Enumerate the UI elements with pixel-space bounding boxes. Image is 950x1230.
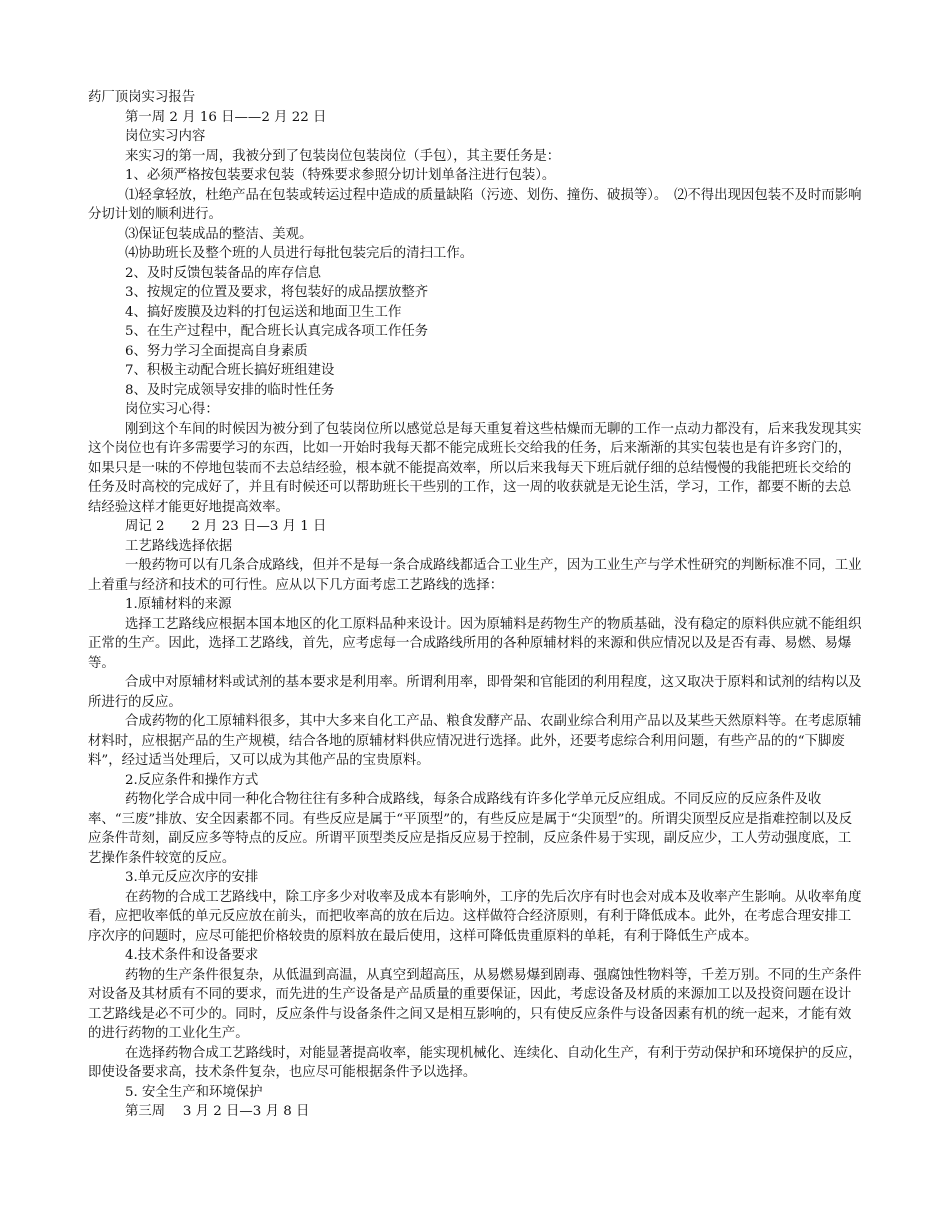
task-item-4: 4、搞好废膜及边料的打包运送和地面卫生工作 <box>125 304 402 320</box>
route-paragraph: 一般药物可以有几条合成路线，但并不是每一条合成路线都适合工业生产，因为工业生产与学术性研究的判断标准不同，工业上着重与经济和技术的可行性。应从以下几方面考虑工艺路线的选择： <box>88 558 862 593</box>
materials-paragraph-2: 合成中对原辅材料或试剂的基本要求是利用率。所谓利用率，即骨架和官能团的利用程度，这又取决于原料和试剂的结构以及所进行的反应。 <box>88 675 862 710</box>
task-item-2: 2、及时反馈包装备品的库存信息 <box>125 265 321 281</box>
sub-item-4: ⑷协助班长及整个班的人员进行每批包装完后的清扫工作。 <box>125 246 474 261</box>
subheading-safety: 5. 安全生产和环境保护 <box>125 1084 263 1100</box>
task-item-5: 5、在生产过程中，配合班长认真完成各项工作任务 <box>125 324 429 339</box>
week2-header: 周记 2 2 月 23 日—3 月 1 日 <box>125 519 327 534</box>
intro-text: 来实习的第一周，我被分到了包装岗位包装岗位（手包），其主要任务是： <box>125 148 561 164</box>
materials-paragraph-1: 选择工艺路线应根据本国本地区的化工原料品种来设计。因为原辅料是药物生产的物质基础，没有稳定的原料供应就不能组织正常的生产。因此，选择工艺路线，首先，应考虑每一合成路线所用的各种原辅材料的来源和供应情况以及是否有毒、易燃、易爆等。 <box>88 616 862 671</box>
subheading-conditions: 2.反应条件和操作方式 <box>125 772 259 788</box>
section-heading-content: 岗位实习内容 <box>125 129 206 144</box>
week1-header: 第一周 2 月 16 日——2 月 22 日 <box>125 109 327 125</box>
document-title: 药厂顶岗实习报告 <box>88 90 196 105</box>
subheading-materials: 1.原辅材料的来源 <box>125 597 232 612</box>
section-heading-insight: 岗位实习心得： <box>125 402 219 417</box>
subheading-equipment: 4.技术条件和设备要求 <box>125 948 259 963</box>
task-item-3: 3、按规定的位置及要求，将包装好的成品摆放整齐 <box>125 285 429 300</box>
task-item-6: 6、努力学习全面提高自身素质 <box>125 343 308 359</box>
section-heading-route: 工艺路线选择依据 <box>125 538 233 554</box>
conditions-paragraph: 药物化学合成中同一种化合物往往有多种合成路线，每条合成路线有许多化学单元反应组成。不同反应的反应条件及收率、“三废”排放、安全因素都不同。有些反应是属于“平顶型”的，有些反应是属于“尖顶型”的。所谓尖顶型反应是指难控制以及反应条件苛刻，副反应多等特点的反应。所谓平顶型类反应是指反应易于控制，反应条件易于实现，副反应少，工人劳动强度底，工艺操作条件较宽的反应。 <box>88 792 853 866</box>
week3-header: 第三周 3 月 2 日—3 月 8 日 <box>125 1104 310 1119</box>
task-item-8: 8、及时完成领导安排的临时性任务 <box>125 382 335 398</box>
sub-item-3: ⑶保证包装成品的整洁、美观。 <box>125 226 313 242</box>
equipment-paragraph-1: 药物的生产条件很复杂，从低温到高温，从真空到超高压，从易燃易爆到剧毒、强腐蚀性物料等，千差万别。不同的生产条件对设备及其材质有不同的要求，而先进的生产设备是产品质量的重要保证，因此，考虑设备及材质的来源加工以及投资问题在设计工艺路线是必不可少的。同时，反应条件与设备条件之间又是相互影响的，只有使反应条件与设备因素有机的统一起来，才能有效的进行药物的工业化生产。 <box>88 967 862 1041</box>
sub-item-1-2: ⑴轻拿轻放，杜绝产品在包装或转运过程中造成的质量缺陷（污迹、划伤、撞伤、破损等）。 ⑵不得出现因包装不及时而影响分切计划的顺利进行。 <box>88 187 862 222</box>
materials-paragraph-3: 合成药物的化工原辅料很多，其中大多来自化工产品、粮食发酵产品、农副业综合利用产品以及某些天然原料等。在考虑原辅材料时，应根据产品的生产规模，结合各地的原辅材料供应情况进行选择。此外，还要考虑综合利用问题，有些产品的的“下脚废料”，经过适当处理后，又可以成为其他产品的宝贵原料。 <box>88 714 862 768</box>
order-paragraph: 在药物的合成工艺路线中，除工序多少对收率及成本有影响外，工序的先后次序有时也会对成本及收率产生影响。从收率角度看，应把收率低的单元反应放在前头，而把收率高的放在后边。这样做符合经济原则，有利于降低成本。此外，在考虑合理安排工序次序的问题时，应尽可能把价格较贵的原料放在最后使用，这样可降低贵重原料的单耗，有利于降低生产成本。 <box>88 889 862 944</box>
task-item-7: 7、积极主动配合班长搞好班组建设 <box>125 363 335 378</box>
equipment-paragraph-2: 在选择药物合成工艺路线时，对能显著提高收率，能实现机械化、连续化、自动化生产，有利于劳动保护和环境保护的反应，即使设备要求高，技术条件复杂，也应尽可能根据条件予以选择。 <box>88 1045 862 1080</box>
subheading-order: 3.单元反应次序的安排 <box>125 870 259 885</box>
insight-paragraph: 刚到这个车间的时候因为被分到了包装岗位所以感觉总是每天重复着这些枯燥而无聊的工作一点动力都没有，后来我发现其实这个岗位也有许多需要学习的东西，比如一开始时我每天都不能完成班长交给我的任务，后来渐渐的其实包装也是有许多窍门的，如果只是一味的不停地包装而不去总结经验，根本就不能提高效率，所以后来我每天下班后就仔细的总结慢慢的我能把班长交给的任务及时高校的完成好了，并且有时候还可以帮助班长干些别的工作，这一周的收获就是无论生活，学习，工作，都要不断的去总结经验这样才能更好地提高效率。 <box>88 421 862 515</box>
task-item-1: 1、必须严格按包装要求包装（特殊要求参照分切计划单备注进行包装）。 <box>125 168 556 183</box>
